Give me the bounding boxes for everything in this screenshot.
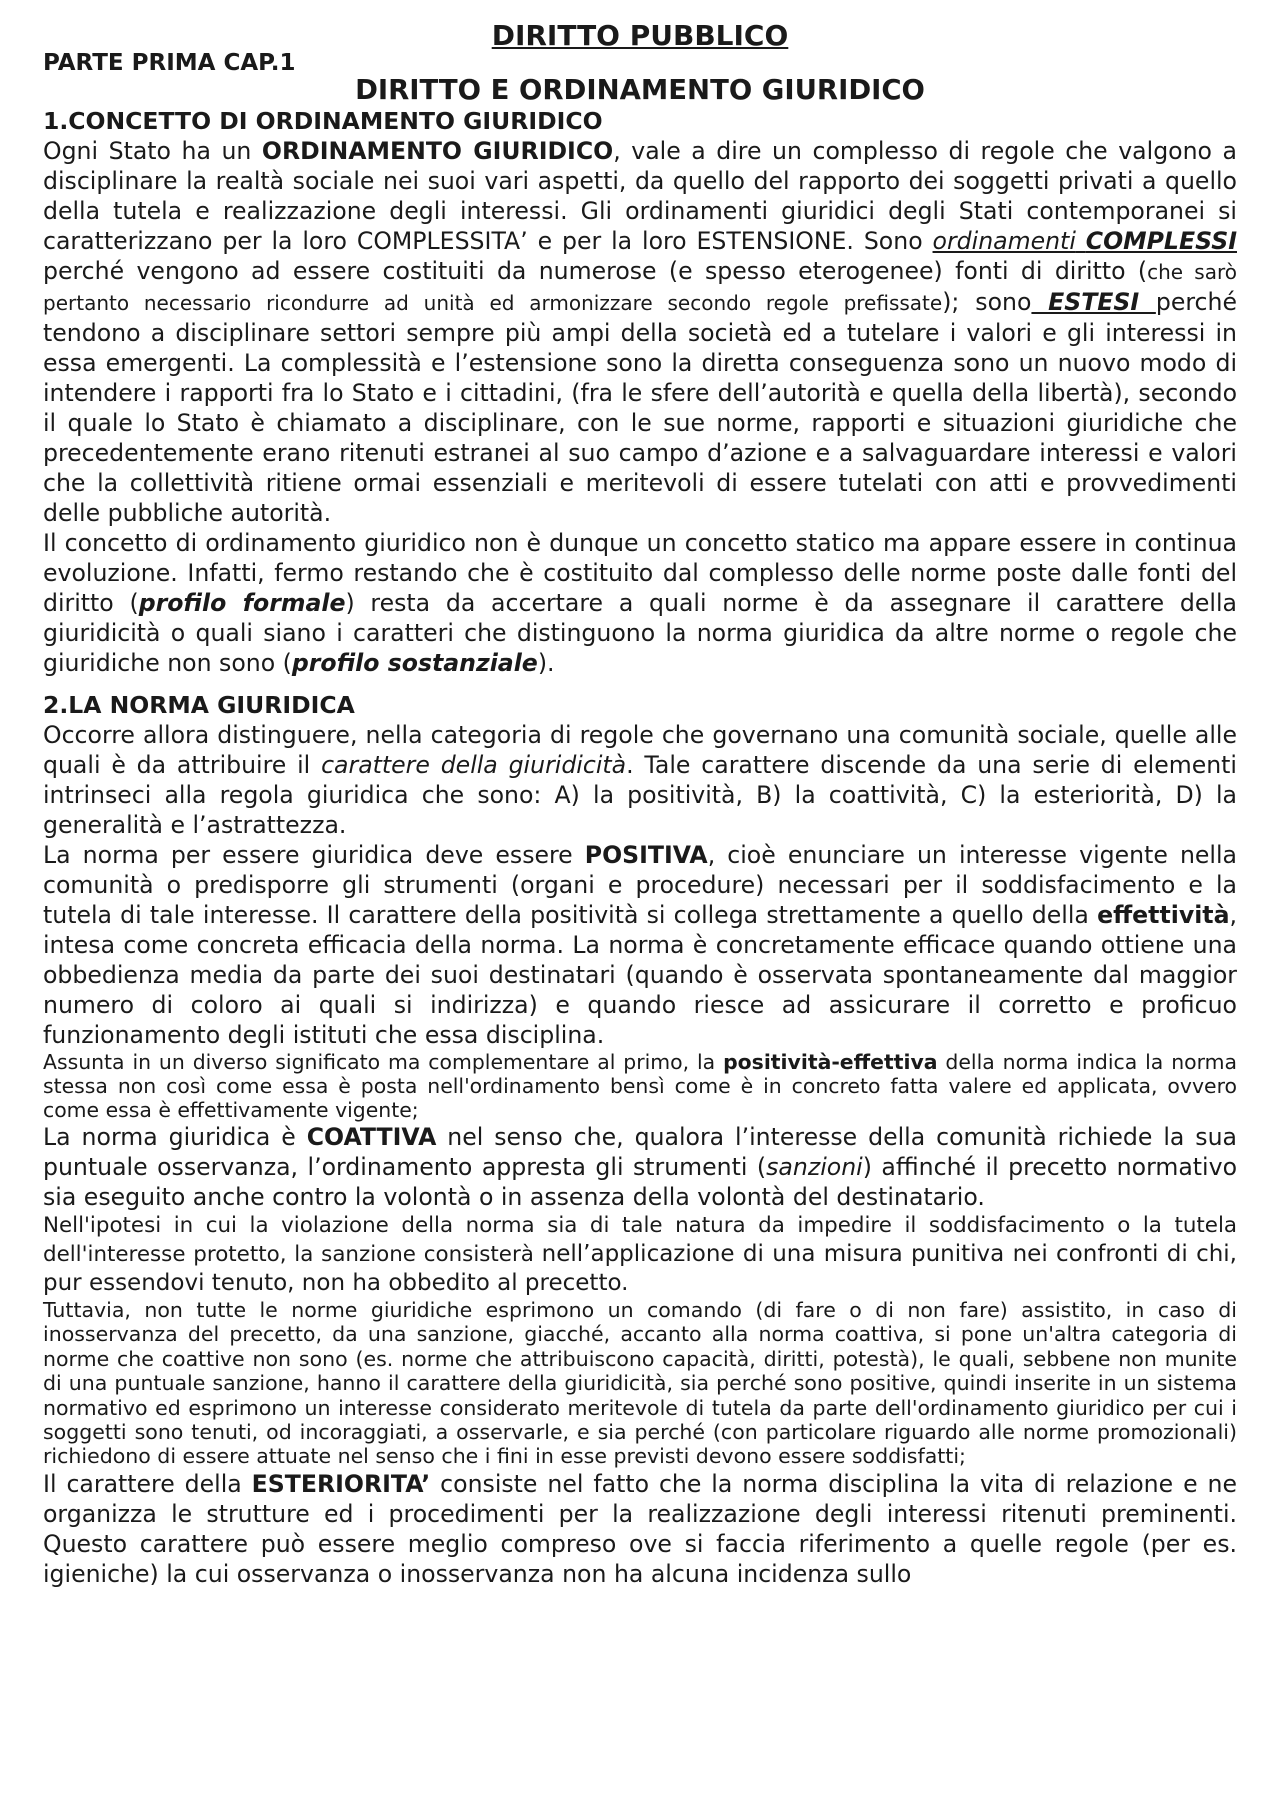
term-profilo-formale: profilo formale <box>138 589 346 617</box>
term-complessi: COMPLESSI <box>1085 227 1237 255</box>
section-2-paragraph-6: Tuttavia, non tutte le norme giuridiche esprimono un comando (di fare o di non fare) assistito, in caso di inosservanza del precetto, da una sanzione, giacché, accanto alla norma coattiva, si pone un'altra categoria di norme che coattive non sono (es. norme che attribuiscono capacità, diritti, potestà), le quali, sebbene non munite di una puntuale sanzione, hanno il carattere della giuridicità, sia perché sono positive, quindi inserite in un sistema normativo ed esprimono un interesse considerato meritevole di tutela da parte dell'ordinamento giuridico per cui i soggetti sono tenuti, od incoraggiati, a osservarle, e sia perché (con particolare riguardo alle norme promozionali) richiedono di essere attuate nel senso che i fini in esse previsti devono essere soddisfatti; <box>43 1298 1237 1469</box>
section-2-paragraph-1: Occorre allora distinguere, nella categoria di regole che governano una comunità sociale, quelle alle quali è da attribuire il carattere della giuridicità. Tale carattere discende da una serie di elementi intrinseci alla regola giuridica che sono: A) la positività, B) la coattività, C) la esteriorità, D) la generalità e l’astrattezza. <box>43 721 1237 839</box>
term-sanzioni: sanzioni <box>766 1153 863 1181</box>
term-ordinamento-giuridico: ORDINAMENTO GIURIDICO <box>261 137 614 165</box>
part-label: PARTE PRIMA CAP.1 <box>43 50 296 76</box>
term-estesi: ESTESI <box>1031 288 1156 316</box>
section-2-paragraph-2: La norma per essere giuridica deve essere POSITIVA, cioè enunciare un interesse vigente nella comunità o predisporre gli strumenti (organi e procedure) necessari per il soddisfacimento e la tutela di tale interesse. Il carattere della positività si collega strettamente a quello della effettività, intesa come concreta efficacia della norma. La norma è concretamente efficace quando ottiene una obbedienza media da parte dei suoi destinatari (quando è osservata spontaneamente dal maggior numero di coloro ai quali si indirizza) e quando riesce ad assicurare il corretto e proficuo funzionamento degli istituti che essa disciplina. <box>43 841 1237 1049</box>
section-2-paragraph-5: Nell'ipotesi in cui la violazione della norma sia di tale natura da impedire il soddisfacimento o la tutela dell'interesse protetto, la sanzione consisterà nell’applicazione di una misura punitiva nei confronti di chi, pur essendovi tenuto, non ha obbedito al precetto. <box>43 1213 1237 1296</box>
section-2-paragraph-3: Assunta in un diverso significato ma complementare al primo, la positività-effettiva della norma indica la norma stessa non così come essa è posta nell'ordinamento bensì come è in concreto fatta valere ed applicata, ovvero come essa è effettivamente vigente; <box>43 1050 1237 1122</box>
term-carattere-giuridicita: carattere della giuridicità <box>321 751 627 779</box>
section-1-paragraph-1: Ogni Stato ha un ORDINAMENTO GIURIDICO, vale a dire un complesso di regole che valgono a disciplinare la realtà sociale nei suoi vari aspetti, da quello del rapporto dei soggetti privati a quello della tutela e realizzazione degli interessi. Gli ordinamenti giuridici degli Stati contemporanei si caratterizzano per la loro COMPLESSITA’ e per la loro ESTENSIONE. Sono ordinamenti COMPLESSI perché vengono ad essere costituiti da numerose (e spesso eterogenee) fonti di diritto (che sarò pertanto necessario ricondurre ad unità ed armonizzare secondo regole prefissate); sono ESTESI perché tendono a disciplinare settori sempre più ampi della società ed a tutelare i valori e gli interessi in essa emergenti. La complessità e l’estensione sono la diretta conseguenza sono un nuovo modo di intendere i rapporti fra lo Stato e i cittadini, (fra le sfere dell’autorità e quella della libertà), secondo il quale lo Stato è chiamato a disciplinare, con le sue norme, rapporti e situazioni giuridiche che precedentemente erano ritenuti estranei al suo campo d’azione e a salvaguardare interessi e valori che la collettività ritiene ormai essenziali e meritevoli di essere tutelati con atti e provvedimenti delle pubbliche autorità. <box>43 137 1237 527</box>
term-positivita-effettiva: positività-effettiva <box>723 1050 938 1074</box>
term-ordinamenti: ordinamenti <box>932 227 1076 255</box>
term-effettivita: effettività <box>1097 901 1230 929</box>
term-esteriorita: ESTERIORITA’ <box>251 1469 431 1498</box>
chapter-title: DIRITTO E ORDINAMENTO GIURIDICO <box>355 74 925 106</box>
section-1-paragraph-2: Il concetto di ordinamento giuridico non è dunque un concetto statico ma appare essere in continua evoluzione. Infatti, fermo restando che è costituito dal complesso delle norme poste dalle fonti del diritto (profilo formale) resta da accertare a quali norme è da assegnare il carattere della giuridicità o quali siano i caratteri che distinguono la norma giuridica da altre norme o regole che giuridiche non sono (profilo sostanziale). <box>43 529 1237 677</box>
section-2-heading: 2.LA NORMA GIURIDICA <box>43 691 355 719</box>
document-title: DIRITTO PUBBLICO <box>491 19 789 52</box>
section-2-paragraph-4: La norma giuridica è COATTIVA nel senso che, qualora l’interesse della comunità richiede la sua puntuale osservanza, l’ordinamento appresta gli strumenti (sanzioni) affinché il precetto normativo sia eseguito anche contro la volontà o in assenza della volontà del destinatario. <box>43 1123 1238 1211</box>
section-1-heading: 1.CONCETTO DI ORDINAMENTO GIURIDICO <box>43 107 603 135</box>
term-profilo-sostanziale: profilo sostanziale <box>291 649 538 677</box>
term-coattiva: COATTIVA <box>306 1123 437 1151</box>
term-positiva: POSITIVA <box>584 841 708 869</box>
section-2-paragraph-7: Il carattere della ESTERIORITA’ consiste nel fatto che la norma disciplina la vita di relazione e ne organizza le strutture ed i procedimenti per la realizzazione degli interessi ritenuti preminenti. Questo carattere può essere meglio compreso ove si faccia riferimento a quelle regole (per es. igieniche) la cui osservanza o inosservanza non ha alcuna incidenza sullo <box>43 1469 1237 1588</box>
